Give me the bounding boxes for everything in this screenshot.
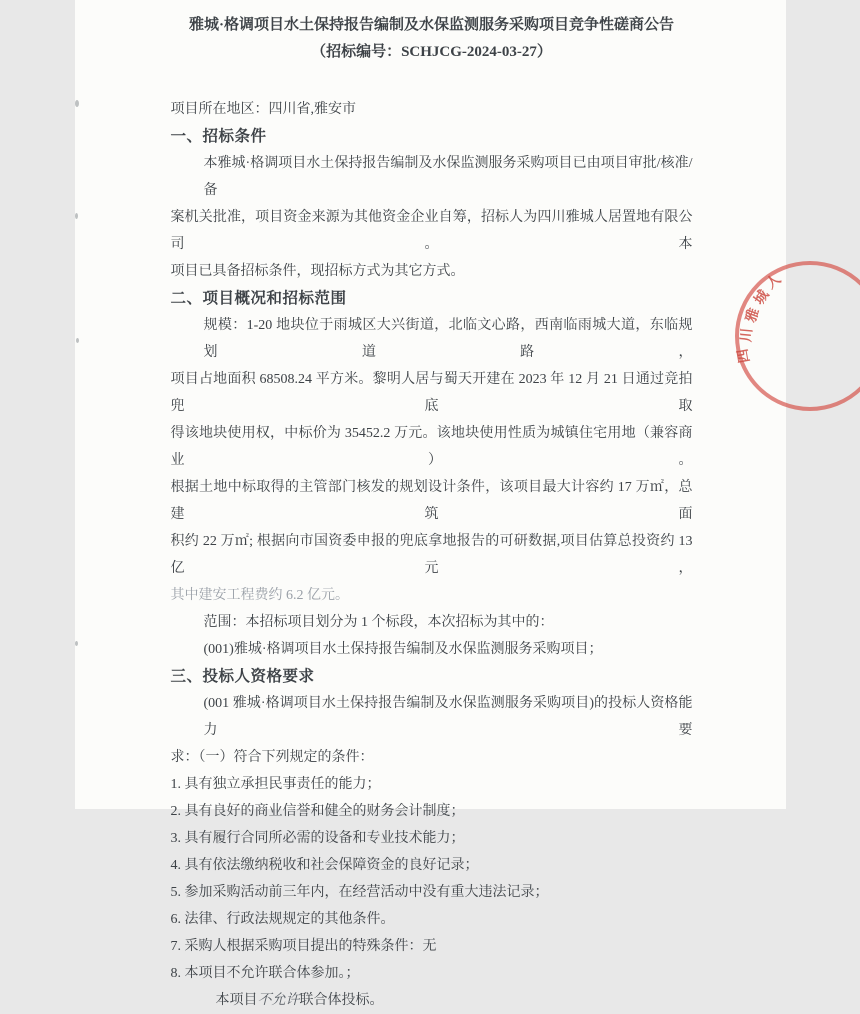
joint-bid-note-prefix: 本项目: [216, 993, 258, 1008]
qualification-item-1: 1. 具有独立承担民事责任的能力；: [171, 771, 693, 798]
scan-artifact: [75, 641, 78, 646]
section-2-heading: 二、项目概况和招标范围: [171, 285, 693, 312]
qualification-item-6: 6. 法律、行政法规规定的其他条件。: [171, 906, 693, 933]
project-scale-line: 其中建安工程费约 6.2 亿元。: [171, 582, 693, 609]
seal-character: 四: [731, 347, 753, 364]
tender-lot-line: (001)雅城·格调项目水土保持报告编制及水保监测服务采购项目；: [171, 636, 693, 663]
seal-character: 川: [735, 327, 756, 343]
scan-artifact: [75, 213, 78, 219]
project-scale-line: 规模：1-20 地块位于雨城区大兴街道，北临文心路，西南临雨城大道，东临规划道路，: [171, 312, 693, 366]
project-scale-line: 积约 22 万㎡; 根据向市国资委申报的兜底拿地报告的可研数据,项目估算总投资约 13 亿元，: [171, 528, 693, 582]
section-1-paragraph-line: 项目已具备招标条件，现招标方式为其它方式。: [171, 258, 693, 285]
scan-artifact: [75, 100, 79, 107]
project-location-line: 项目所在地区：四川省,雅安市: [171, 96, 693, 123]
joint-bid-note: [171, 987, 693, 1014]
seal-character: 人: [761, 269, 785, 293]
project-scale-line: 得该地块使用权，中标价为 35452.2 万元。该地块使用性质为城镇住宅用地（兼容商业）。: [171, 420, 693, 474]
qualification-item-7: 7. 采购人根据采购项目提出的特殊条件：无: [171, 933, 693, 960]
qualification-item-8: 8. 本项目不允许联合体参加。；: [171, 960, 693, 987]
section-1-heading: 一、招标条件: [171, 123, 693, 150]
section-3-heading: 三、投标人资格要求: [171, 663, 693, 690]
qualification-intro-line: (001 雅城·格调项目水土保持报告编制及水保监测服务采购项目)的投标人资格能力要: [171, 690, 693, 744]
tender-number: （招标编号：SCHJCG-2024-03-27）: [171, 39, 693, 66]
announcement-page: [75, 0, 786, 809]
qualification-item-4: 4. 具有依法缴纳税收和社会保障资金的良好记录；: [171, 852, 693, 879]
tender-scope-line: 范围：本招标项目划分为 1 个标段，本次招标为其中的：: [171, 609, 693, 636]
joint-bid-note-suffix: 联合体投标。: [300, 993, 384, 1008]
qualification-item-5: 5. 参加采购活动前三年内，在经营活动中没有重大违法记录；: [171, 879, 693, 906]
announcement-title: 雅城·格调项目水土保持报告编制及水保监测服务采购项目竞争性磋商公告: [171, 12, 693, 39]
qualification-intro-line: 求：（一）符合下列规定的条件：: [171, 744, 693, 771]
qualification-item-3: 3. 具有履行合同所必需的设备和专业技术能力；: [171, 825, 693, 852]
section-1-paragraph-line: 案机关批准，项目资金来源为其他资金企业自筹，招标人为四川雅城人居置地有限公司。本: [171, 204, 693, 258]
document-content: [171, 12, 693, 1014]
scan-artifact: [76, 338, 79, 343]
project-scale-line: 项目占地面积 68508.24 平方米。黎明人居与蜀天开建在 2023 年 12 月 21 日通过竞拍兜底取: [171, 366, 693, 420]
seal-character: 雅: [740, 305, 764, 325]
section-1-paragraph-line: 本雅城·格调项目水土保持报告编制及水保监测服务采购项目已由项目审批/核准/备: [171, 150, 693, 204]
seal-character: 城: [748, 286, 772, 309]
joint-bid-note-emphasis: 不允许: [258, 993, 300, 1008]
qualification-item-2: 2. 具有良好的商业信誉和健全的财务会计制度；: [171, 798, 693, 825]
project-scale-line: 根据土地中标取得的主管部门核发的规划设计条件，该项目最大计容约 17 万㎡，总建筑面: [171, 474, 693, 528]
seal-arc: [735, 261, 860, 411]
